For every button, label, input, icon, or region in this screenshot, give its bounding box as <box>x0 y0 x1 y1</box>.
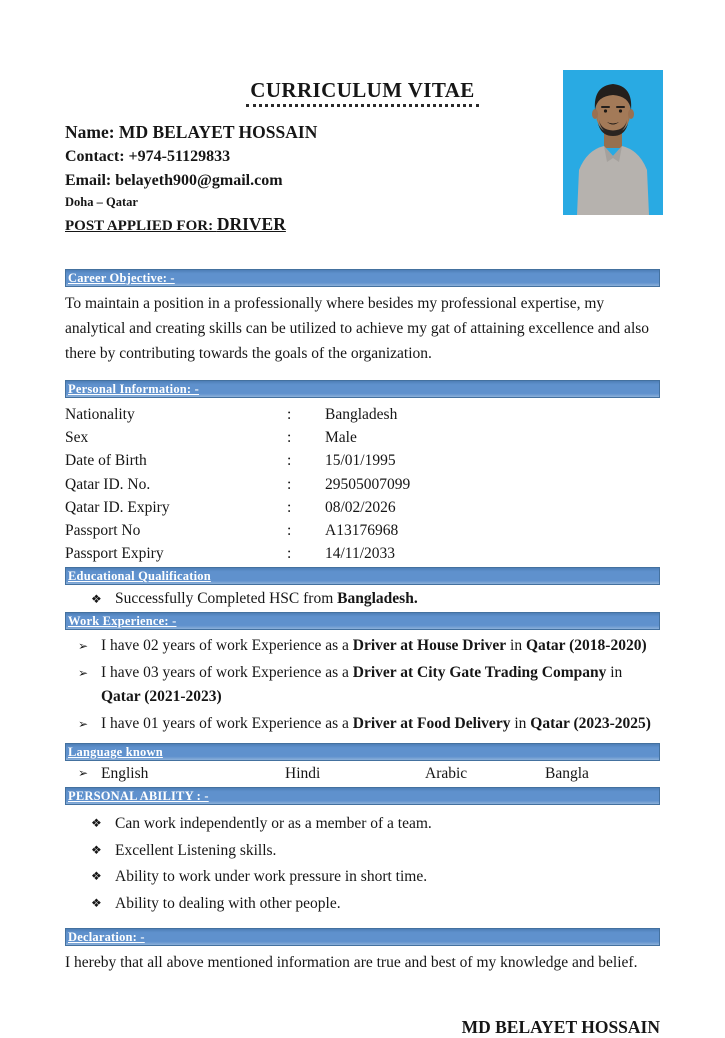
section-work-experience <box>65 612 660 630</box>
row-separator: : <box>287 475 292 493</box>
page-title: CURRICULUM VITAE <box>246 78 478 107</box>
row-value: 14/11/2033 <box>325 545 396 563</box>
row-separator: : <box>287 406 292 423</box>
post-applied-label: POST APPLIED FOR: <box>65 218 217 234</box>
language-name: Arabic <box>425 765 468 783</box>
diamond-bullet-icon: ❖ <box>91 816 102 831</box>
contact-line: Contact: +974-51129833 <box>65 148 231 165</box>
language-name: English <box>101 765 149 783</box>
section-career-objective <box>65 269 660 287</box>
career-objective-heading: Career Objective: - <box>68 270 175 285</box>
language-list <box>65 762 660 785</box>
table-row <box>65 449 660 472</box>
work-experience-heading: Work Experience: - <box>68 613 177 628</box>
experience-location: Qatar (2018-2020) <box>525 637 647 655</box>
declaration-heading: Declaration: - <box>68 929 145 944</box>
experience-role: Driver at Food Delivery <box>352 714 511 732</box>
list-item <box>78 712 660 737</box>
row-label: Qatar ID. No. <box>65 475 151 493</box>
row-separator: : <box>287 452 292 470</box>
section-language-known <box>65 743 660 761</box>
row-label: Nationality <box>65 406 135 423</box>
row-label: Passport No <box>65 522 141 540</box>
row-separator: : <box>287 545 292 563</box>
education-text <box>115 588 418 610</box>
row-separator: : <box>287 429 292 447</box>
experience-prefix: I have 02 years of work Experience as a <box>101 637 353 655</box>
person-portrait-icon <box>563 70 663 215</box>
row-separator: : <box>287 498 292 516</box>
declaration-text: I hereby that all above mentioned information are true and best of my knowledge and belief. <box>65 954 638 972</box>
arrow-bullet-icon: ➢ <box>78 716 89 731</box>
experience-mid: in <box>506 637 526 655</box>
section-declaration <box>65 928 660 946</box>
experience-prefix: I have 03 years of work Experience as a <box>101 663 353 681</box>
list-item <box>65 892 660 916</box>
language-heading: Language known <box>68 744 163 759</box>
list-item <box>65 812 660 836</box>
personal-information-table <box>65 403 660 565</box>
row-value: 08/02/2026 <box>325 498 396 516</box>
table-row <box>65 403 660 426</box>
applicant-photo <box>563 70 663 215</box>
personal-ability-list <box>65 812 660 915</box>
table-row <box>65 519 660 542</box>
section-personal-ability <box>65 787 660 805</box>
list-item <box>65 762 285 785</box>
row-value: Male <box>325 429 357 447</box>
ability-text: Excellent Listening skills. <box>115 841 277 859</box>
name-line: Name: MD BELAYET HOSSAIN <box>65 122 318 142</box>
row-value: Bangladesh <box>325 406 398 423</box>
ability-text: Can work independently or as a member of a team. <box>115 815 432 833</box>
table-row <box>65 426 660 449</box>
row-separator: : <box>287 522 292 540</box>
career-objective-text: To maintain a position in a professionally where besides my professional expertise, my analytical and creating skills can be utilized to achieve my gat of attaining excellence and also there by contributing towards the goals of the organization. <box>65 295 650 362</box>
work-experience-list <box>65 634 660 736</box>
language-name: Bangla <box>545 765 589 783</box>
education-text-bold: Bangladesh. <box>337 590 418 608</box>
list-item <box>65 865 660 889</box>
table-row <box>65 496 660 519</box>
list-item <box>65 839 660 863</box>
education-heading: Educational Qualification <box>68 568 211 583</box>
row-value: 29505007099 <box>325 475 411 493</box>
ability-text: Ability to dealing with other people. <box>115 894 341 912</box>
experience-role: Driver at House Driver <box>352 637 507 655</box>
email-line: Email: belayeth900@gmail.com <box>65 172 283 189</box>
experience-location: Qatar (2021-2023) <box>101 688 222 706</box>
diamond-bullet-icon: ❖ <box>91 842 102 857</box>
experience-mid: in <box>510 714 531 732</box>
list-item <box>78 661 660 710</box>
arrow-bullet-icon: ➢ <box>78 639 89 654</box>
row-label: Passport Expiry <box>65 545 164 563</box>
diamond-bullet-icon: ❖ <box>91 592 102 607</box>
education-text-prefix: Successfully Completed HSC from <box>115 590 338 608</box>
table-row <box>65 473 660 496</box>
experience-role: Driver at City Gate Trading Company <box>352 663 607 681</box>
row-value: 15/01/1995 <box>325 452 396 470</box>
contact-header <box>65 120 535 238</box>
diamond-bullet-icon: ❖ <box>91 869 102 884</box>
experience-mid: in <box>606 663 623 681</box>
post-applied-line <box>65 212 535 238</box>
row-value: A13176968 <box>325 522 399 540</box>
ability-text: Ability to work under work pressure in short time. <box>115 868 428 886</box>
experience-location: Qatar (2023-2025) <box>530 714 651 732</box>
personal-ability-heading: PERSONAL ABILITY : - <box>68 788 209 803</box>
arrow-bullet-icon: ➢ <box>78 665 89 680</box>
row-label: Qatar ID. Expiry <box>65 498 170 516</box>
table-row <box>65 542 660 565</box>
row-label: Sex <box>65 429 89 447</box>
list-item <box>78 634 660 659</box>
section-educational-qualification <box>65 567 660 585</box>
post-applied-value: DRIVER <box>216 214 286 234</box>
section-personal-information <box>65 380 660 398</box>
location-line: Doha – Qatar <box>65 195 138 209</box>
experience-prefix: I have 01 years of work Experience as a <box>101 714 353 732</box>
row-label: Date of Birth <box>65 452 147 470</box>
personal-information-heading: Personal Information: - <box>68 381 199 396</box>
signature-name: MD BELAYET HOSSAIN <box>461 1017 660 1038</box>
education-item <box>65 588 660 610</box>
diamond-bullet-icon: ❖ <box>91 895 102 910</box>
arrow-bullet-icon: ➢ <box>78 766 89 781</box>
language-name: Hindi <box>285 765 321 783</box>
